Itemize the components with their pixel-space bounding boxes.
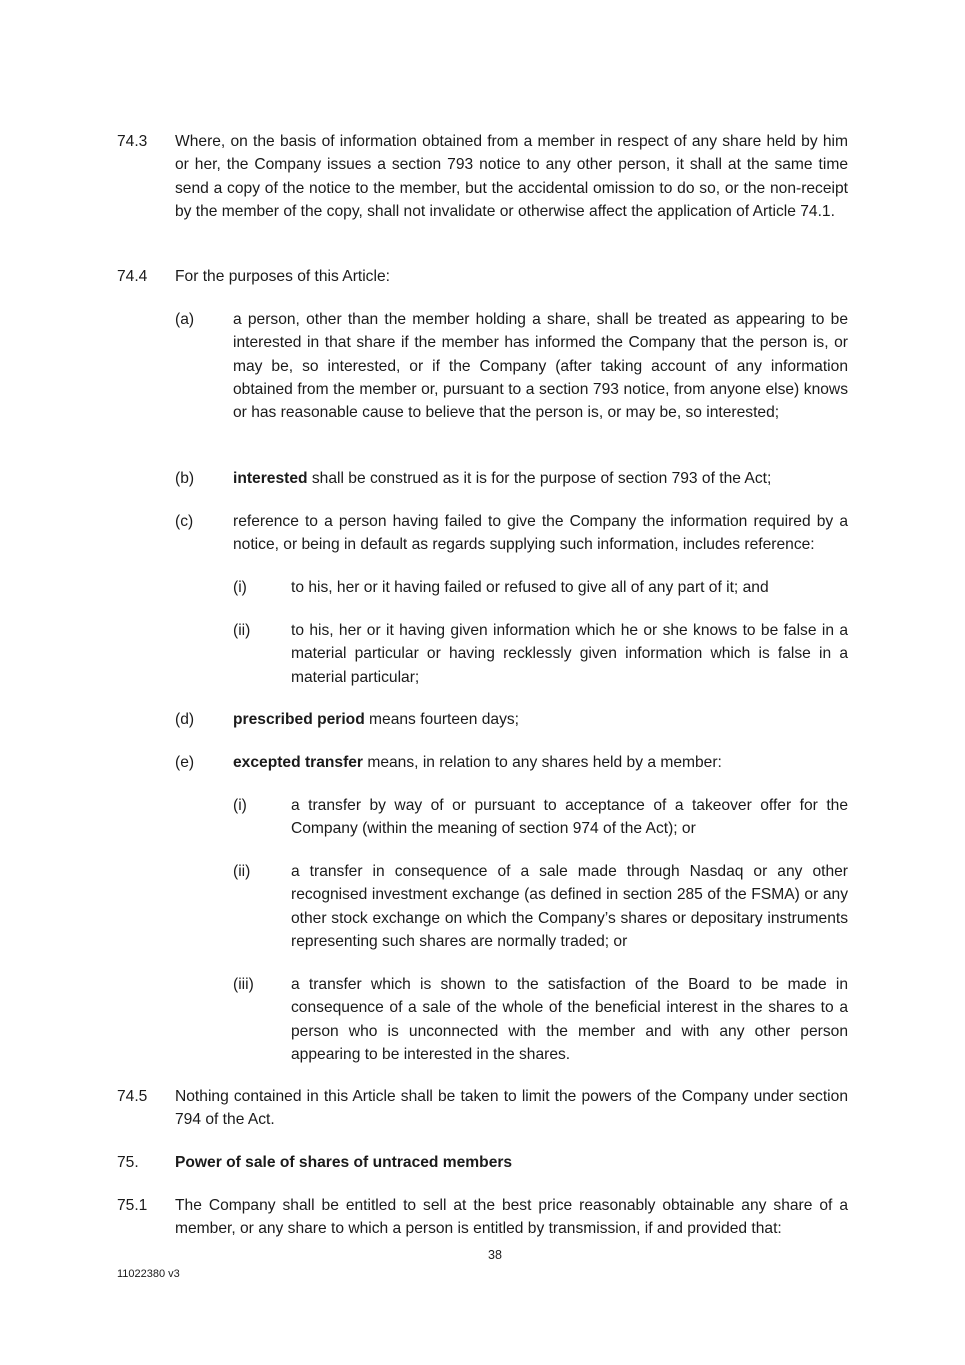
subclause-label: (e) <box>175 754 195 771</box>
item-label: (i) <box>233 579 247 596</box>
clause-74-5 <box>117 1085 848 1132</box>
clause-74-4-c-ii <box>233 619 848 689</box>
defined-term: excepted transfer <box>233 754 364 771</box>
clause-text: Where, on the basis of information obtained from a member in respect of any share held by him or her, the Company issues a section 793 notice to any other person, it shall at the same time send a copy of the notice to the member, but the accidental omission to do so, or the non-receipt by the member of the copy, shall not invalidate or otherwise affect the application of Article 74.1. <box>175 133 848 220</box>
item-text: to his, her or it having failed or refused to give all of any part of it; and <box>291 579 769 596</box>
clause-74-4-e-i <box>233 794 848 841</box>
subclause-text: interested shall be construed as it is for the purpose of section 793 of the Act; <box>233 470 772 487</box>
clause-number: 74.3 <box>117 133 148 150</box>
page-number: 38 <box>488 1248 502 1262</box>
clause-74-4 <box>117 265 848 288</box>
subclause-label: (d) <box>175 711 195 728</box>
clause-text: Nothing contained in this Article shall be taken to limit the powers of the Company under section 794 of the Act. <box>175 1088 848 1129</box>
article-75-heading <box>117 1151 848 1174</box>
clause-74-4-d <box>175 708 848 731</box>
item-label: (ii) <box>233 863 251 880</box>
subclause-label: (b) <box>175 470 195 487</box>
item-text: to his, her or it having given information which he or she knows to be false in a material particular or having recklessly given information which is false in a material particular; <box>291 622 848 686</box>
subclause-label: (a) <box>175 311 195 328</box>
defined-term: prescribed period <box>233 711 365 728</box>
item-label: (ii) <box>233 622 251 639</box>
item-text: a transfer which is shown to the satisfaction of the Board to be made in consequence of a sale of the whole of the beneficial interest in the shares to a person who is unconnected with the member and with any other person appearing to be interested in the shares. <box>291 976 848 1063</box>
item-label: (iii) <box>233 976 254 993</box>
clause-75-1 <box>117 1194 848 1241</box>
clause-74-4-c-i <box>233 576 848 599</box>
clause-74-4-e <box>175 751 848 774</box>
clause-text: The Company shall be entitled to sell at the best price reasonably obtainable any share of a member, or any share to which a person is entitled by transmission, if and provided that: <box>175 1197 848 1238</box>
clause-74-4-c <box>175 510 848 557</box>
clause-74-4-e-iii <box>233 973 848 1066</box>
clause-text: For the purposes of this Article: <box>175 268 390 285</box>
clause-number: 74.4 <box>117 268 148 285</box>
clause-74-4-b <box>175 467 848 490</box>
document-reference: 11022380 v3 <box>117 1268 180 1280</box>
item-text: a transfer in consequence of a sale made through Nasdaq or any other recognised investment exchange (as defined in section 285 of the FSMA) or any other stock exchange on which the Company’s shares or depositary instruments representing such shares are normally traded; or <box>291 863 848 950</box>
clause-74-4-a <box>175 308 848 424</box>
clause-74-3 <box>117 130 848 223</box>
clause-number: 75.1 <box>117 1197 148 1214</box>
item-text: a transfer by way of or pursuant to acceptance of a takeover offer for the Company (within the meaning of section 974 of the Act); or <box>291 797 848 838</box>
clause-74-4-e-ii <box>233 860 848 953</box>
subclause-text: reference to a person having failed to give the Company the information required by a notice, or being in default as regards supplying such information, includes reference: <box>233 513 848 554</box>
defined-term: interested <box>233 470 308 487</box>
subclause-text: excepted transfer means, in relation to any shares held by a member: <box>233 754 722 771</box>
subclause-label: (c) <box>175 513 194 530</box>
subclause-text: prescribed period means fourteen days; <box>233 711 520 728</box>
article-title: Power of sale of shares of untraced members <box>175 1154 513 1171</box>
clause-number: 74.5 <box>117 1088 148 1105</box>
article-number: 75. <box>117 1154 139 1171</box>
item-label: (i) <box>233 797 247 814</box>
subclause-text: a person, other than the member holding a share, shall be treated as appearing to be interested in that share if the member has informed the Company that the person is, or may be, so interested, or if the Company (after taking account of any information obtained from the member or, pursuant to a section 793 notice, from anyone else) knows or has reasonable cause to believe that the person is, or may be, so interested; <box>233 311 848 422</box>
